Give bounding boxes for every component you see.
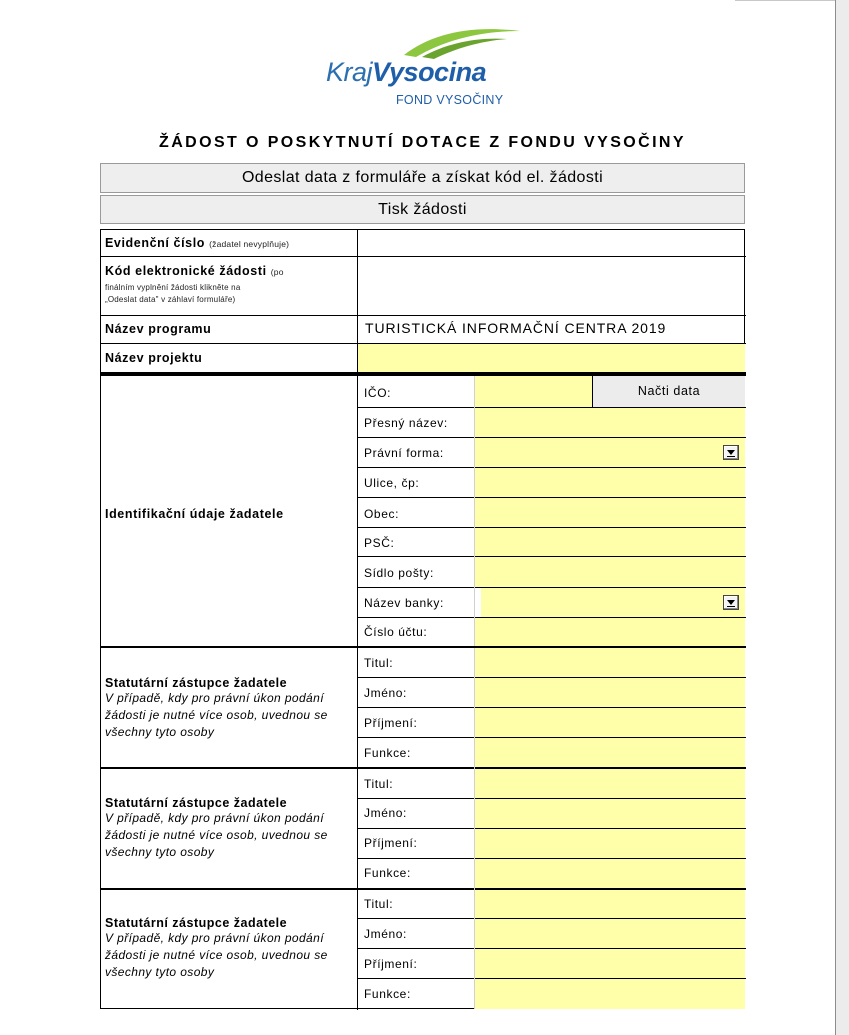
sidlo-posty-input[interactable]	[475, 557, 745, 587]
kod-note-a: (po	[270, 267, 284, 277]
statutar-1-titul-label: Titul:	[364, 656, 394, 670]
statutar-2-note: V případě, kdy pro právní úkon podání žádosti je nutné více osob, uvednou se všechny tyto osoby	[105, 811, 328, 859]
page-edge-top	[735, 0, 835, 1]
logo-swoosh-icon	[402, 25, 522, 59]
statutar-3-prijmeni-input[interactable]	[475, 949, 745, 978]
ulice-input[interactable]	[475, 468, 745, 497]
evidencni-note: (žadatel nevyplňuje)	[209, 239, 290, 249]
identifikace-label: Identifikační údaje žadatele	[105, 507, 284, 521]
pravni-forma-dropdown-icon[interactable]	[723, 445, 739, 460]
statutar-2-title: Statutární zástupce žadatele	[105, 796, 288, 810]
load-data-button[interactable]: Načti data	[592, 376, 745, 407]
send-data-button[interactable]: Odeslat data z formuláře a získat kód el. žádosti	[100, 163, 745, 193]
program-label: Název programu	[105, 322, 212, 336]
kod-note-b: finálním vyplnění žádosti klikněte na	[105, 283, 241, 292]
evidencni-label-text: Evidenční číslo	[105, 236, 206, 250]
statutar-3-title: Statutární zástupce žadatele	[105, 916, 288, 930]
program-value: TURISTICKÁ INFORMAČNÍ CENTRA 2019	[365, 320, 667, 336]
ulice-label: Ulice, čp:	[364, 476, 420, 490]
ico-label: IČO:	[364, 386, 392, 400]
statutar-2-titul-label: Titul:	[364, 777, 394, 791]
pravni-forma-label: Právní forma:	[364, 446, 444, 460]
statutar-3-note: V případě, kdy pro právní úkon podání žádosti je nutné více osob, uvednou se všechny tyto osoby	[105, 931, 328, 979]
logo-subtitle: FOND VYSOČINY	[396, 93, 504, 107]
statutar-1-funkce-label: Funkce:	[364, 746, 411, 760]
statutar-1-jmeno-label: Jméno:	[364, 686, 407, 700]
cislo-uctu-label: Číslo účtu:	[364, 625, 428, 639]
statutar-2-prijmeni-label: Příjmení:	[364, 836, 418, 850]
statutar-2-jmeno-input[interactable]	[475, 799, 745, 828]
presny-nazev-label: Přesný název:	[364, 416, 448, 430]
evidencni-value	[358, 230, 745, 256]
evidencni-label	[105, 236, 289, 250]
statutar-3-jmeno-input[interactable]	[475, 919, 745, 948]
statutar-1-prijmeni-input[interactable]	[475, 708, 745, 737]
logo-wordmark	[326, 57, 486, 88]
presny-nazev-input[interactable]	[475, 408, 745, 437]
statutar-2-titul-input[interactable]	[475, 769, 745, 798]
ico-input[interactable]	[475, 376, 592, 407]
psc-label: PSČ:	[364, 536, 395, 550]
obec-label: Obec:	[364, 507, 400, 521]
statutar-2-jmeno-label: Jméno:	[364, 806, 407, 820]
projekt-input[interactable]	[358, 344, 745, 372]
cislo-uctu-input[interactable]	[475, 618, 745, 646]
logo-vysocina: Vysocina	[372, 57, 487, 87]
sidlo-posty-label: Sídlo pošty:	[364, 566, 434, 580]
statutar-1-prijmeni-label: Příjmení:	[364, 716, 418, 730]
statutar-3-funkce-label: Funkce:	[364, 987, 411, 1001]
page-gutter	[836, 0, 849, 1035]
nazev-banky-label: Název banky:	[364, 596, 444, 610]
obec-input[interactable]	[475, 498, 745, 527]
psc-input[interactable]	[475, 528, 745, 556]
print-button[interactable]: Tisk žádosti	[100, 195, 745, 224]
statutar-3-titul-label: Titul:	[364, 897, 394, 911]
kod-value	[358, 257, 745, 315]
statutar-1-funkce-input[interactable]	[475, 738, 745, 767]
statutar-3-titul-input[interactable]	[475, 890, 745, 918]
pravni-forma-select[interactable]	[475, 438, 745, 467]
application-form	[100, 229, 745, 1009]
statutar-3-prijmeni-label: Příjmení:	[364, 957, 418, 971]
statutar-3-jmeno-label: Jméno:	[364, 927, 407, 941]
statutar-1-titul-input[interactable]	[475, 648, 745, 677]
kod-label	[105, 264, 284, 278]
statutar-2-funkce-input[interactable]	[475, 859, 745, 888]
row-divider	[101, 315, 746, 316]
page-edge	[835, 0, 836, 1035]
statutar-2-prijmeni-input[interactable]	[475, 829, 745, 858]
statutar-3-funkce-input[interactable]	[475, 979, 745, 1009]
kod-note-c: „Odeslat data" v záhlaví formuláře)	[105, 295, 236, 304]
statutar-1-jmeno-input[interactable]	[475, 678, 745, 707]
projekt-label: Název projektu	[105, 351, 203, 365]
statutar-2-funkce-label: Funkce:	[364, 866, 411, 880]
logo-kraj: Kraj	[326, 57, 373, 87]
document-title: ŽÁDOST O POSKYTNUTÍ DOTACE Z FONDU VYSOČINY	[159, 134, 686, 151]
nazev-banky-select[interactable]	[481, 588, 745, 617]
statutar-1-note: V případě, kdy pro právní úkon podání žádosti je nutné více osob, uvednou se všechny tyto osoby	[105, 691, 328, 739]
kod-label-text: Kód elektronické žádosti	[105, 264, 267, 278]
field-label-divider	[474, 376, 475, 646]
kraj-vysocina-logo	[326, 25, 526, 115]
field-label-divider	[474, 648, 475, 1009]
nazev-banky-dropdown-icon[interactable]	[723, 595, 739, 610]
statutar-1-title: Statutární zástupce žadatele	[105, 676, 288, 690]
